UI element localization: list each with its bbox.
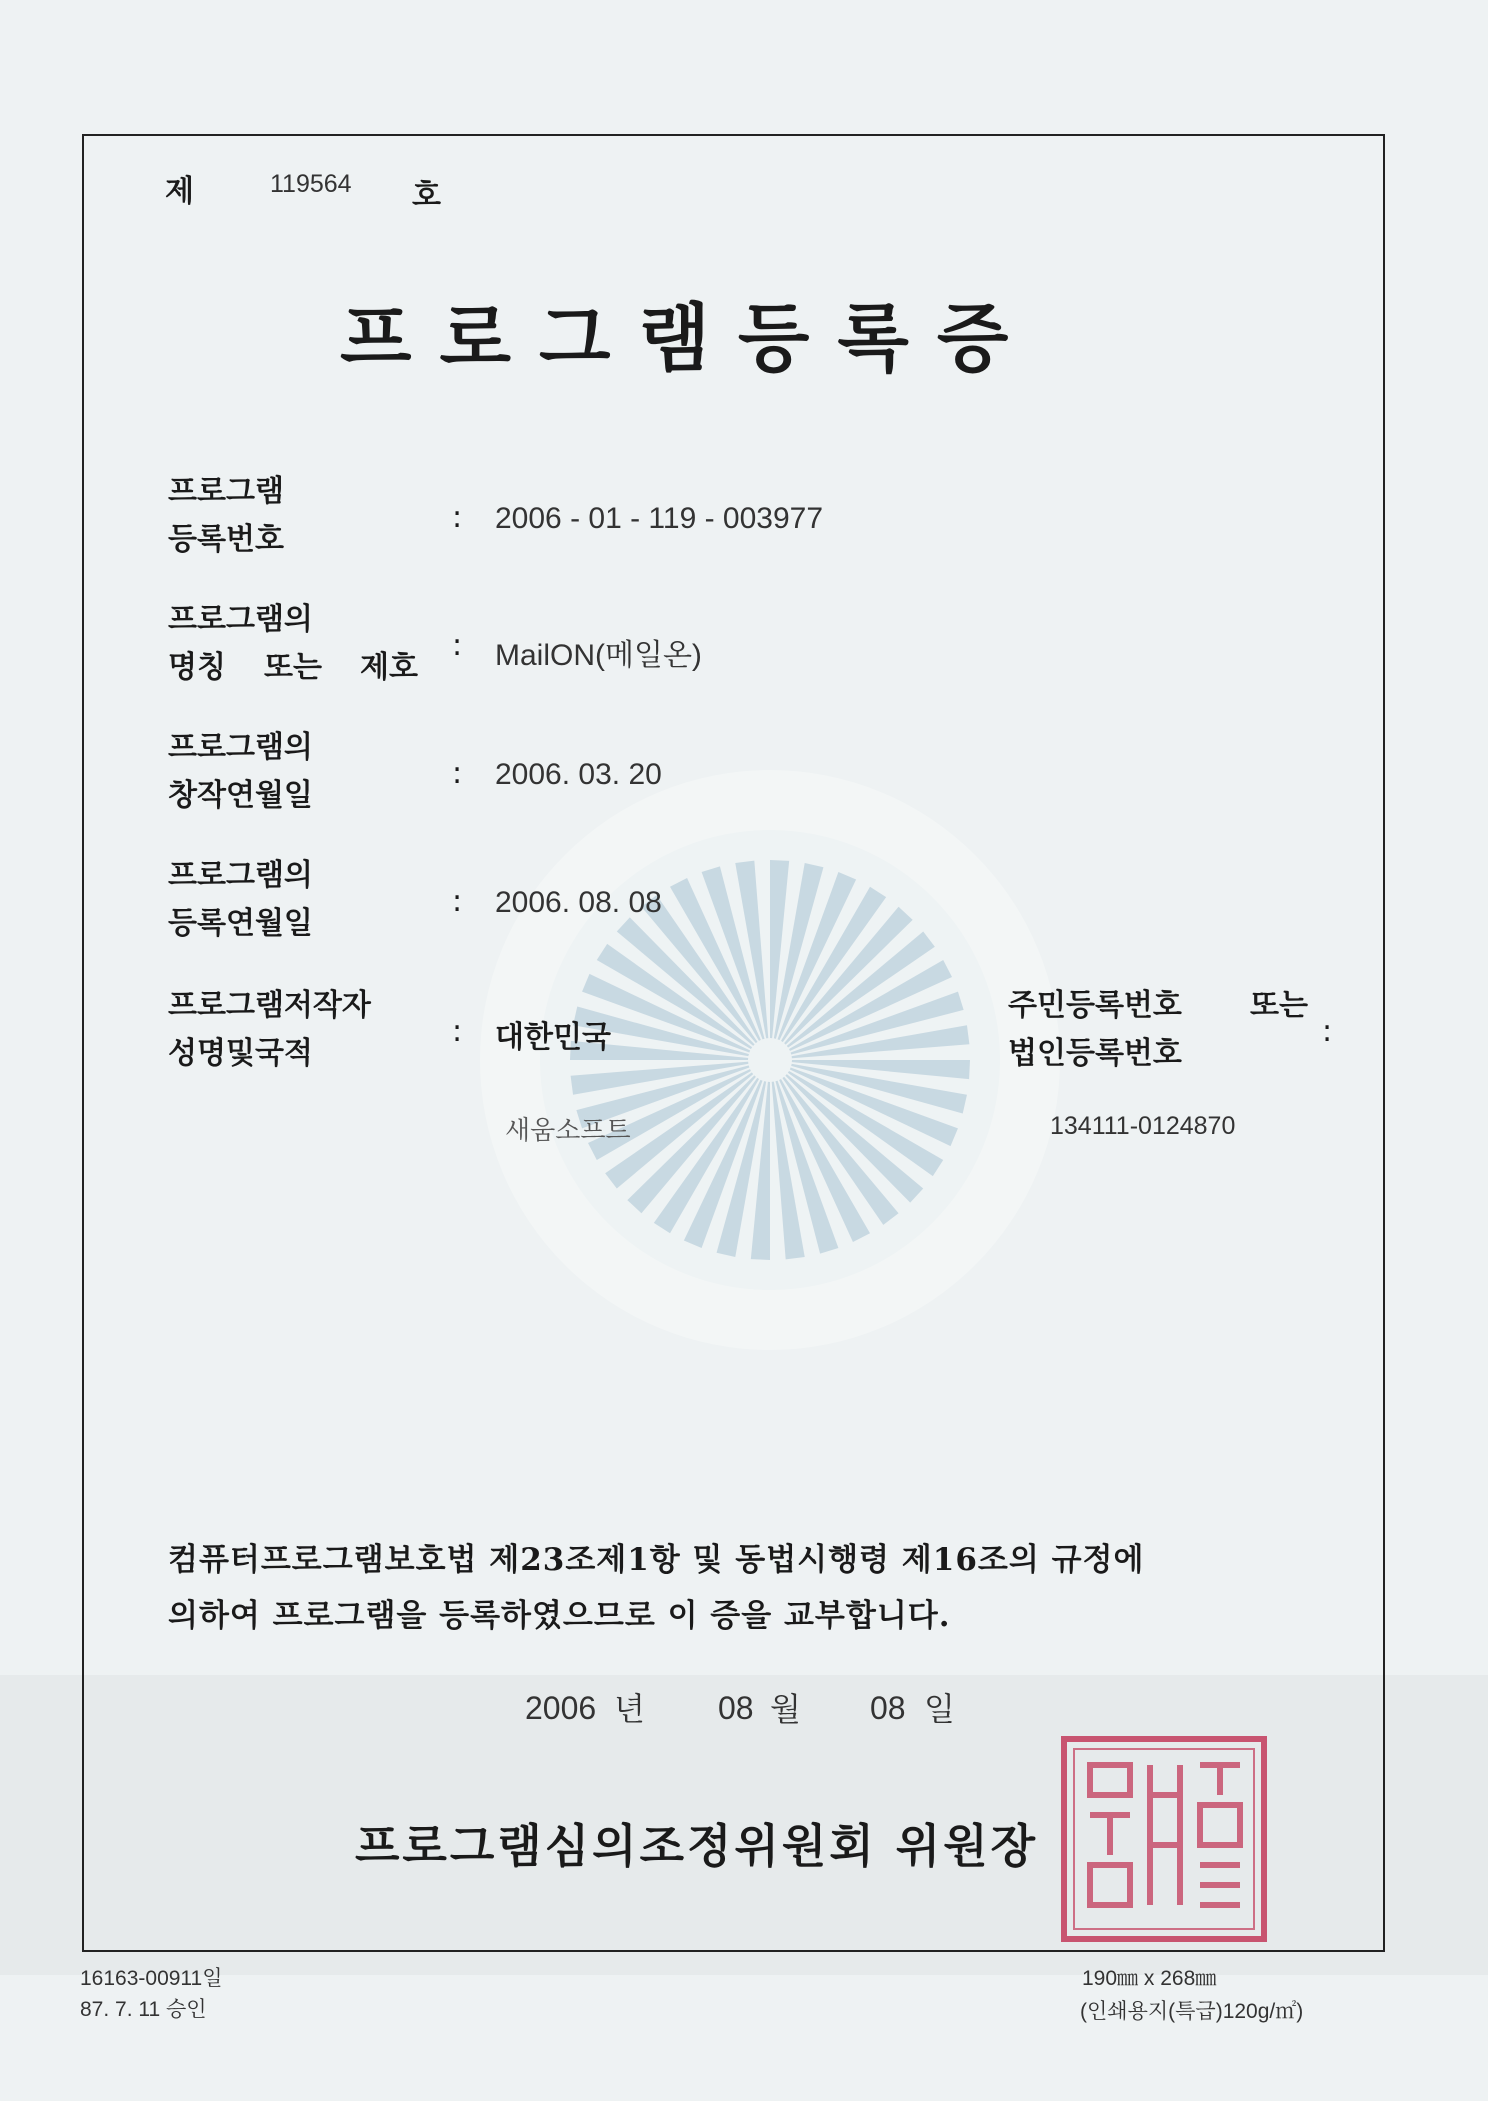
field-author-label [168, 982, 418, 1078]
creation-date-value: 2006. 03. 20 [495, 758, 662, 791]
form-code: 16163-00911일 [80, 1967, 223, 1990]
colon: : [452, 500, 463, 535]
certificate-number-prefix: 제 [165, 174, 194, 209]
label-line: 프로그램저작자 [168, 988, 371, 1023]
paper-size: 190㎜ x 268㎜ [1082, 1967, 1217, 1990]
paper-spec: (인쇄용지(특급)120g/㎡) [1080, 2000, 1304, 2023]
colon: : [452, 756, 463, 791]
issue-day: 08 [870, 1690, 906, 1726]
colon: : [452, 1014, 463, 1049]
label-line: 성명및국적 [168, 1036, 313, 1071]
field-program-name-label [168, 596, 418, 692]
issue-month-unit: 월 [770, 1690, 801, 1728]
author-name: 새움소프트 [505, 1116, 631, 1146]
label-line: 프로그램 [168, 474, 284, 509]
colon: : [452, 884, 463, 919]
colon: : [1322, 1014, 1333, 1049]
label-line: 프로그램의 [168, 602, 313, 637]
certification-text-line: 의하여 프로그램을 등록하였으므로 이 증을 교부합니다. [168, 1598, 951, 1634]
author-nationality: 대한민국 [495, 1020, 611, 1055]
registration-number-value: 2006 - 01 - 119 - 003977 [495, 502, 824, 535]
official-seal [1060, 1735, 1268, 1943]
issue-day-unit: 일 [924, 1690, 955, 1728]
label-line: 등록번호 [168, 522, 284, 557]
registration-date-value: 2006. 08. 08 [495, 886, 662, 919]
label-line: 등록연월일 [168, 906, 313, 941]
certification-text-line: 컴퓨터프로그램보호법 제23조제1항 및 동법시행령 제16조의 규정에 [168, 1542, 1145, 1578]
field-creation-date-label [168, 724, 418, 820]
field-registration-date-label [168, 852, 418, 948]
issue-month: 08 [718, 1690, 754, 1726]
label-line: 명칭 또는 제호 [168, 650, 418, 685]
registration-id-value: 134111-0124870 [1050, 1112, 1236, 1140]
label-line: 주민등록번호 또는 [1008, 988, 1308, 1023]
document-title: 프로그램등록증 [340, 296, 1037, 382]
issue-year: 2006 [525, 1690, 597, 1726]
label-line: 프로그램의 [168, 730, 313, 765]
field-registration-id-label [1008, 982, 1308, 1078]
label-line: 프로그램의 [168, 858, 313, 893]
label-line: 창작연월일 [168, 778, 313, 813]
certificate-number-suffix: 호 [412, 178, 441, 213]
certificate-number: 119564 [270, 170, 352, 198]
issuer-title: 프로그램심의조정위원회 위원장 [355, 1819, 1039, 1873]
form-approval: 87. 7. 11 승인 [80, 1998, 207, 2021]
label-line: 법인등록번호 [1008, 1036, 1182, 1071]
field-registration-number-label [168, 468, 418, 564]
colon: : [452, 628, 463, 663]
issue-year-unit: 년 [614, 1690, 645, 1728]
program-name-value: MailON(메일온) [495, 639, 702, 672]
